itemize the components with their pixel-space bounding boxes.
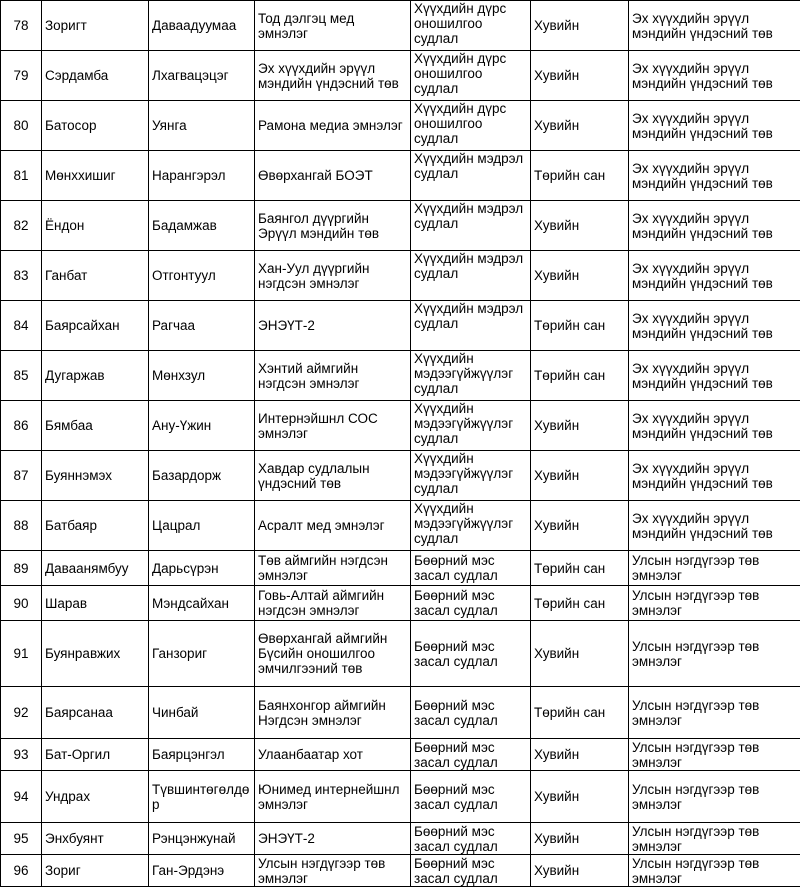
row-number-cell: 83 <box>1 251 42 301</box>
training-institution-cell: Улсын нэгдүгээр төв эмнэлэг <box>629 823 800 855</box>
funding-cell: Хувийн <box>531 855 629 887</box>
table-row <box>1 501 800 551</box>
specialty-cell: Хүүхдийн дүрс оношилгоо судлал <box>411 1 531 51</box>
specialty-cell: Хүүхдийн мэдээгүйжүүлэг судлал <box>411 351 531 401</box>
workplace-cell: Интернэйшнл СОС эмнэлэг <box>255 401 411 451</box>
workplace-cell: Төв аймгийн нэгдсэн эмнэлэг <box>255 551 411 586</box>
given-name-cell: Ган-Эрдэнэ <box>149 855 255 887</box>
given-name-cell: Нарангэрэл <box>149 151 255 201</box>
specialty-cell: Хүүхдийн мэдээгүйжүүлэг судлал <box>411 401 531 451</box>
row-number-cell: 91 <box>1 621 42 687</box>
table-row <box>1 739 800 771</box>
row-number-cell: 89 <box>1 551 42 586</box>
workplace-cell: Өвөрхангай БОЭТ <box>255 151 411 201</box>
table-row <box>1 201 800 251</box>
funding-cell: Төрийн сан <box>531 151 629 201</box>
workplace-cell: Тод дэлгэц мед эмнэлэг <box>255 1 411 51</box>
training-institution-cell: Улсын нэгдүгээр төв эмнэлэг <box>629 739 800 771</box>
table-row <box>1 101 800 151</box>
surname-cell: Зоригт <box>42 1 149 51</box>
row-number-cell: 79 <box>1 51 42 101</box>
training-institution-cell: Эх хүүхдийн эрүүл мэндийн үндэсний төв <box>629 451 800 501</box>
surname-cell: Ганбат <box>42 251 149 301</box>
table-row <box>1 301 800 351</box>
table-row <box>1 51 800 101</box>
training-institution-cell: Эх хүүхдийн эрүүл мэндийн үндэсний төв <box>629 201 800 251</box>
specialty-cell: Хүүхдийн мэдрэл судлал <box>411 251 531 301</box>
specialty-cell: Бөөрний мэс засал судлал <box>411 687 531 739</box>
surname-cell: Сэрдамба <box>42 51 149 101</box>
workplace-cell: Рамона медиа эмнэлэг <box>255 101 411 151</box>
surname-cell: Даваанямбуу <box>42 551 149 586</box>
table-body <box>1 1 800 887</box>
row-number-cell: 81 <box>1 151 42 201</box>
workplace-cell: ЭНЭҮТ-2 <box>255 301 411 351</box>
specialty-cell: Хүүхдийн мэдрэл судлал <box>411 301 531 351</box>
specialty-cell: Хүүхдийн мэдрэл судлал <box>411 151 531 201</box>
given-name-cell: Ганзориг <box>149 621 255 687</box>
row-number-cell: 87 <box>1 451 42 501</box>
row-number-cell: 80 <box>1 101 42 151</box>
specialty-cell: Хүүхдийн мэдээгүйжүүлэг судлал <box>411 501 531 551</box>
table-row <box>1 451 800 501</box>
row-number-cell: 82 <box>1 201 42 251</box>
surname-cell: Дугаржав <box>42 351 149 401</box>
row-number-cell: 94 <box>1 771 42 823</box>
funding-cell: Төрийн сан <box>531 351 629 401</box>
training-institution-cell: Улсын нэгдүгээр төв эмнэлэг <box>629 586 800 621</box>
row-number-cell: 88 <box>1 501 42 551</box>
table-row <box>1 401 800 451</box>
training-institution-cell: Эх хүүхдийн эрүүл мэндийн үндэсний төв <box>629 51 800 101</box>
training-institution-cell: Улсын нэгдүгээр төв эмнэлэг <box>629 771 800 823</box>
training-institution-cell: Улсын нэгдүгээр төв эмнэлэг <box>629 687 800 739</box>
row-number-cell: 78 <box>1 1 42 51</box>
funding-cell: Хувийн <box>531 771 629 823</box>
row-number-cell: 90 <box>1 586 42 621</box>
workplace-cell: Говь-Алтай аймгийн нэгдсэн эмнэлэг <box>255 586 411 621</box>
given-name-cell: Лхагвацэцэг <box>149 51 255 101</box>
funding-cell: Хувийн <box>531 739 629 771</box>
funding-cell: Хувийн <box>531 251 629 301</box>
table-row <box>1 621 800 687</box>
given-name-cell: Мөнхзул <box>149 351 255 401</box>
row-number-cell: 95 <box>1 823 42 855</box>
surname-cell: Зориг <box>42 855 149 887</box>
training-institution-cell: Эх хүүхдийн эрүүл мэндийн үндэсний төв <box>629 501 800 551</box>
table-row <box>1 351 800 401</box>
table-row <box>1 251 800 301</box>
funding-cell: Төрийн сан <box>531 551 629 586</box>
funding-cell: Хувийн <box>531 621 629 687</box>
given-name-cell: Рагчаа <box>149 301 255 351</box>
given-name-cell: Даваадуумаа <box>149 1 255 51</box>
specialty-cell: Бөөрний мэс засал судлал <box>411 739 531 771</box>
funding-cell: Төрийн сан <box>531 687 629 739</box>
workplace-cell: Хэнтий аймгийн нэгдсэн эмнэлэг <box>255 351 411 401</box>
specialty-cell: Бөөрний мэс засал судлал <box>411 771 531 823</box>
surname-cell: Баярсанаа <box>42 687 149 739</box>
workplace-cell: Асралт мед эмнэлэг <box>255 501 411 551</box>
funding-cell: Хувийн <box>531 451 629 501</box>
given-name-cell: Базардорж <box>149 451 255 501</box>
given-name-cell: Отгонтуул <box>149 251 255 301</box>
funding-cell: Төрийн сан <box>531 586 629 621</box>
surname-cell: Буяннэмэх <box>42 451 149 501</box>
surname-cell: Батбаяр <box>42 501 149 551</box>
table-row <box>1 151 800 201</box>
funding-cell: Хувийн <box>531 51 629 101</box>
surname-cell: Бат-Оргил <box>42 739 149 771</box>
funding-cell: Хувийн <box>531 501 629 551</box>
workplace-cell: ЭНЭҮТ-2 <box>255 823 411 855</box>
surname-cell: Буянравжих <box>42 621 149 687</box>
surname-cell: Мөнххишиг <box>42 151 149 201</box>
table-row <box>1 823 800 855</box>
specialty-cell: Хүүхдийн мэдээгүйжүүлэг судлал <box>411 451 531 501</box>
workplace-cell: Баянхонгор аймгийн Нэгдсэн эмнэлэг <box>255 687 411 739</box>
row-number-cell: 84 <box>1 301 42 351</box>
workplace-cell: Хавдар судлалын үндэсний төв <box>255 451 411 501</box>
given-name-cell: Мэндсайхан <box>149 586 255 621</box>
row-number-cell: 92 <box>1 687 42 739</box>
given-name-cell: Түвшинтөгөлдөр <box>149 771 255 823</box>
given-name-cell: Цацрал <box>149 501 255 551</box>
specialty-cell: Хүүхдийн мэдрэл судлал <box>411 201 531 251</box>
table-row <box>1 1 800 51</box>
row-number-cell: 96 <box>1 855 42 887</box>
table-row <box>1 771 800 823</box>
funding-cell: Хувийн <box>531 201 629 251</box>
surname-cell: Ёндон <box>42 201 149 251</box>
row-number-cell: 93 <box>1 739 42 771</box>
surname-cell: Ундрах <box>42 771 149 823</box>
given-name-cell: Уянга <box>149 101 255 151</box>
specialty-cell: Бөөрний мэс засал судлал <box>411 823 531 855</box>
table-row <box>1 687 800 739</box>
specialty-cell: Бөөрний мэс засал судлал <box>411 586 531 621</box>
table-row <box>1 855 800 887</box>
workplace-cell: Улсын нэгдүгээр төв эмнэлэг <box>255 855 411 887</box>
funding-cell: Хувийн <box>531 101 629 151</box>
training-institution-cell: Эх хүүхдийн эрүүл мэндийн үндэсний төв <box>629 351 800 401</box>
workplace-cell: Хан-Уул дүүргийн нэгдсэн эмнэлэг <box>255 251 411 301</box>
training-institution-cell: Эх хүүхдийн эрүүл мэндийн үндэсний төв <box>629 1 800 51</box>
surname-cell: Бямбаа <box>42 401 149 451</box>
specialty-cell: Бөөрний мэс засал судлал <box>411 855 531 887</box>
given-name-cell: Дарьсүрэн <box>149 551 255 586</box>
surname-cell: Батосор <box>42 101 149 151</box>
training-institution-cell: Эх хүүхдийн эрүүл мэндийн үндэсний төв <box>629 301 800 351</box>
table-row <box>1 586 800 621</box>
surname-cell: Баярсайхан <box>42 301 149 351</box>
workplace-cell: Эх хүүхдийн эрүүл мэндийн үндэсний төв <box>255 51 411 101</box>
funding-cell: Хувийн <box>531 1 629 51</box>
given-name-cell: Баярцэнгэл <box>149 739 255 771</box>
specialty-cell: Хүүхдийн дүрс оношилгоо судлал <box>411 101 531 151</box>
given-name-cell: Ану-Үжин <box>149 401 255 451</box>
workplace-cell: Баянгол дүүргийн Эрүүл мэндийн төв <box>255 201 411 251</box>
workplace-cell: Юнимед интернейшнл эмнэлэг <box>255 771 411 823</box>
surname-cell: Энхбуянт <box>42 823 149 855</box>
training-institution-cell: Улсын нэгдүгээр төв эмнэлэг <box>629 551 800 586</box>
row-number-cell: 85 <box>1 351 42 401</box>
funding-cell: Хувийн <box>531 823 629 855</box>
training-institution-cell: Улсын нэгдүгээр төв эмнэлэг <box>629 855 800 887</box>
training-institution-cell: Эх хүүхдийн эрүүл мэндийн үндэсний төв <box>629 251 800 301</box>
workplace-cell: Улаанбаатар хот <box>255 739 411 771</box>
given-name-cell: Чинбай <box>149 687 255 739</box>
given-name-cell: Рэнцэнжунай <box>149 823 255 855</box>
workplace-cell: Өвөрхангай аймгийн Бүсийн оношилгоо эмчилгээний төв <box>255 621 411 687</box>
specialty-cell: Хүүхдийн дүрс оношилгоо судлал <box>411 51 531 101</box>
training-institution-cell: Эх хүүхдийн эрүүл мэндийн үндэсний төв <box>629 151 800 201</box>
training-institution-cell: Улсын нэгдүгээр төв эмнэлэг <box>629 621 800 687</box>
specialty-cell: Бөөрний мэс засал судлал <box>411 621 531 687</box>
funding-cell: Төрийн сан <box>531 301 629 351</box>
funding-cell: Хувийн <box>531 401 629 451</box>
table-row <box>1 551 800 586</box>
training-institution-cell: Эх хүүхдийн эрүүл мэндийн үндэсний төв <box>629 401 800 451</box>
specialty-cell: Бөөрний мэс засал судлал <box>411 551 531 586</box>
surname-cell: Шарав <box>42 586 149 621</box>
given-name-cell: Бадамжав <box>149 201 255 251</box>
row-number-cell: 86 <box>1 401 42 451</box>
training-institution-cell: Эх хүүхдийн эрүүл мэндийн үндэсний төв <box>629 101 800 151</box>
